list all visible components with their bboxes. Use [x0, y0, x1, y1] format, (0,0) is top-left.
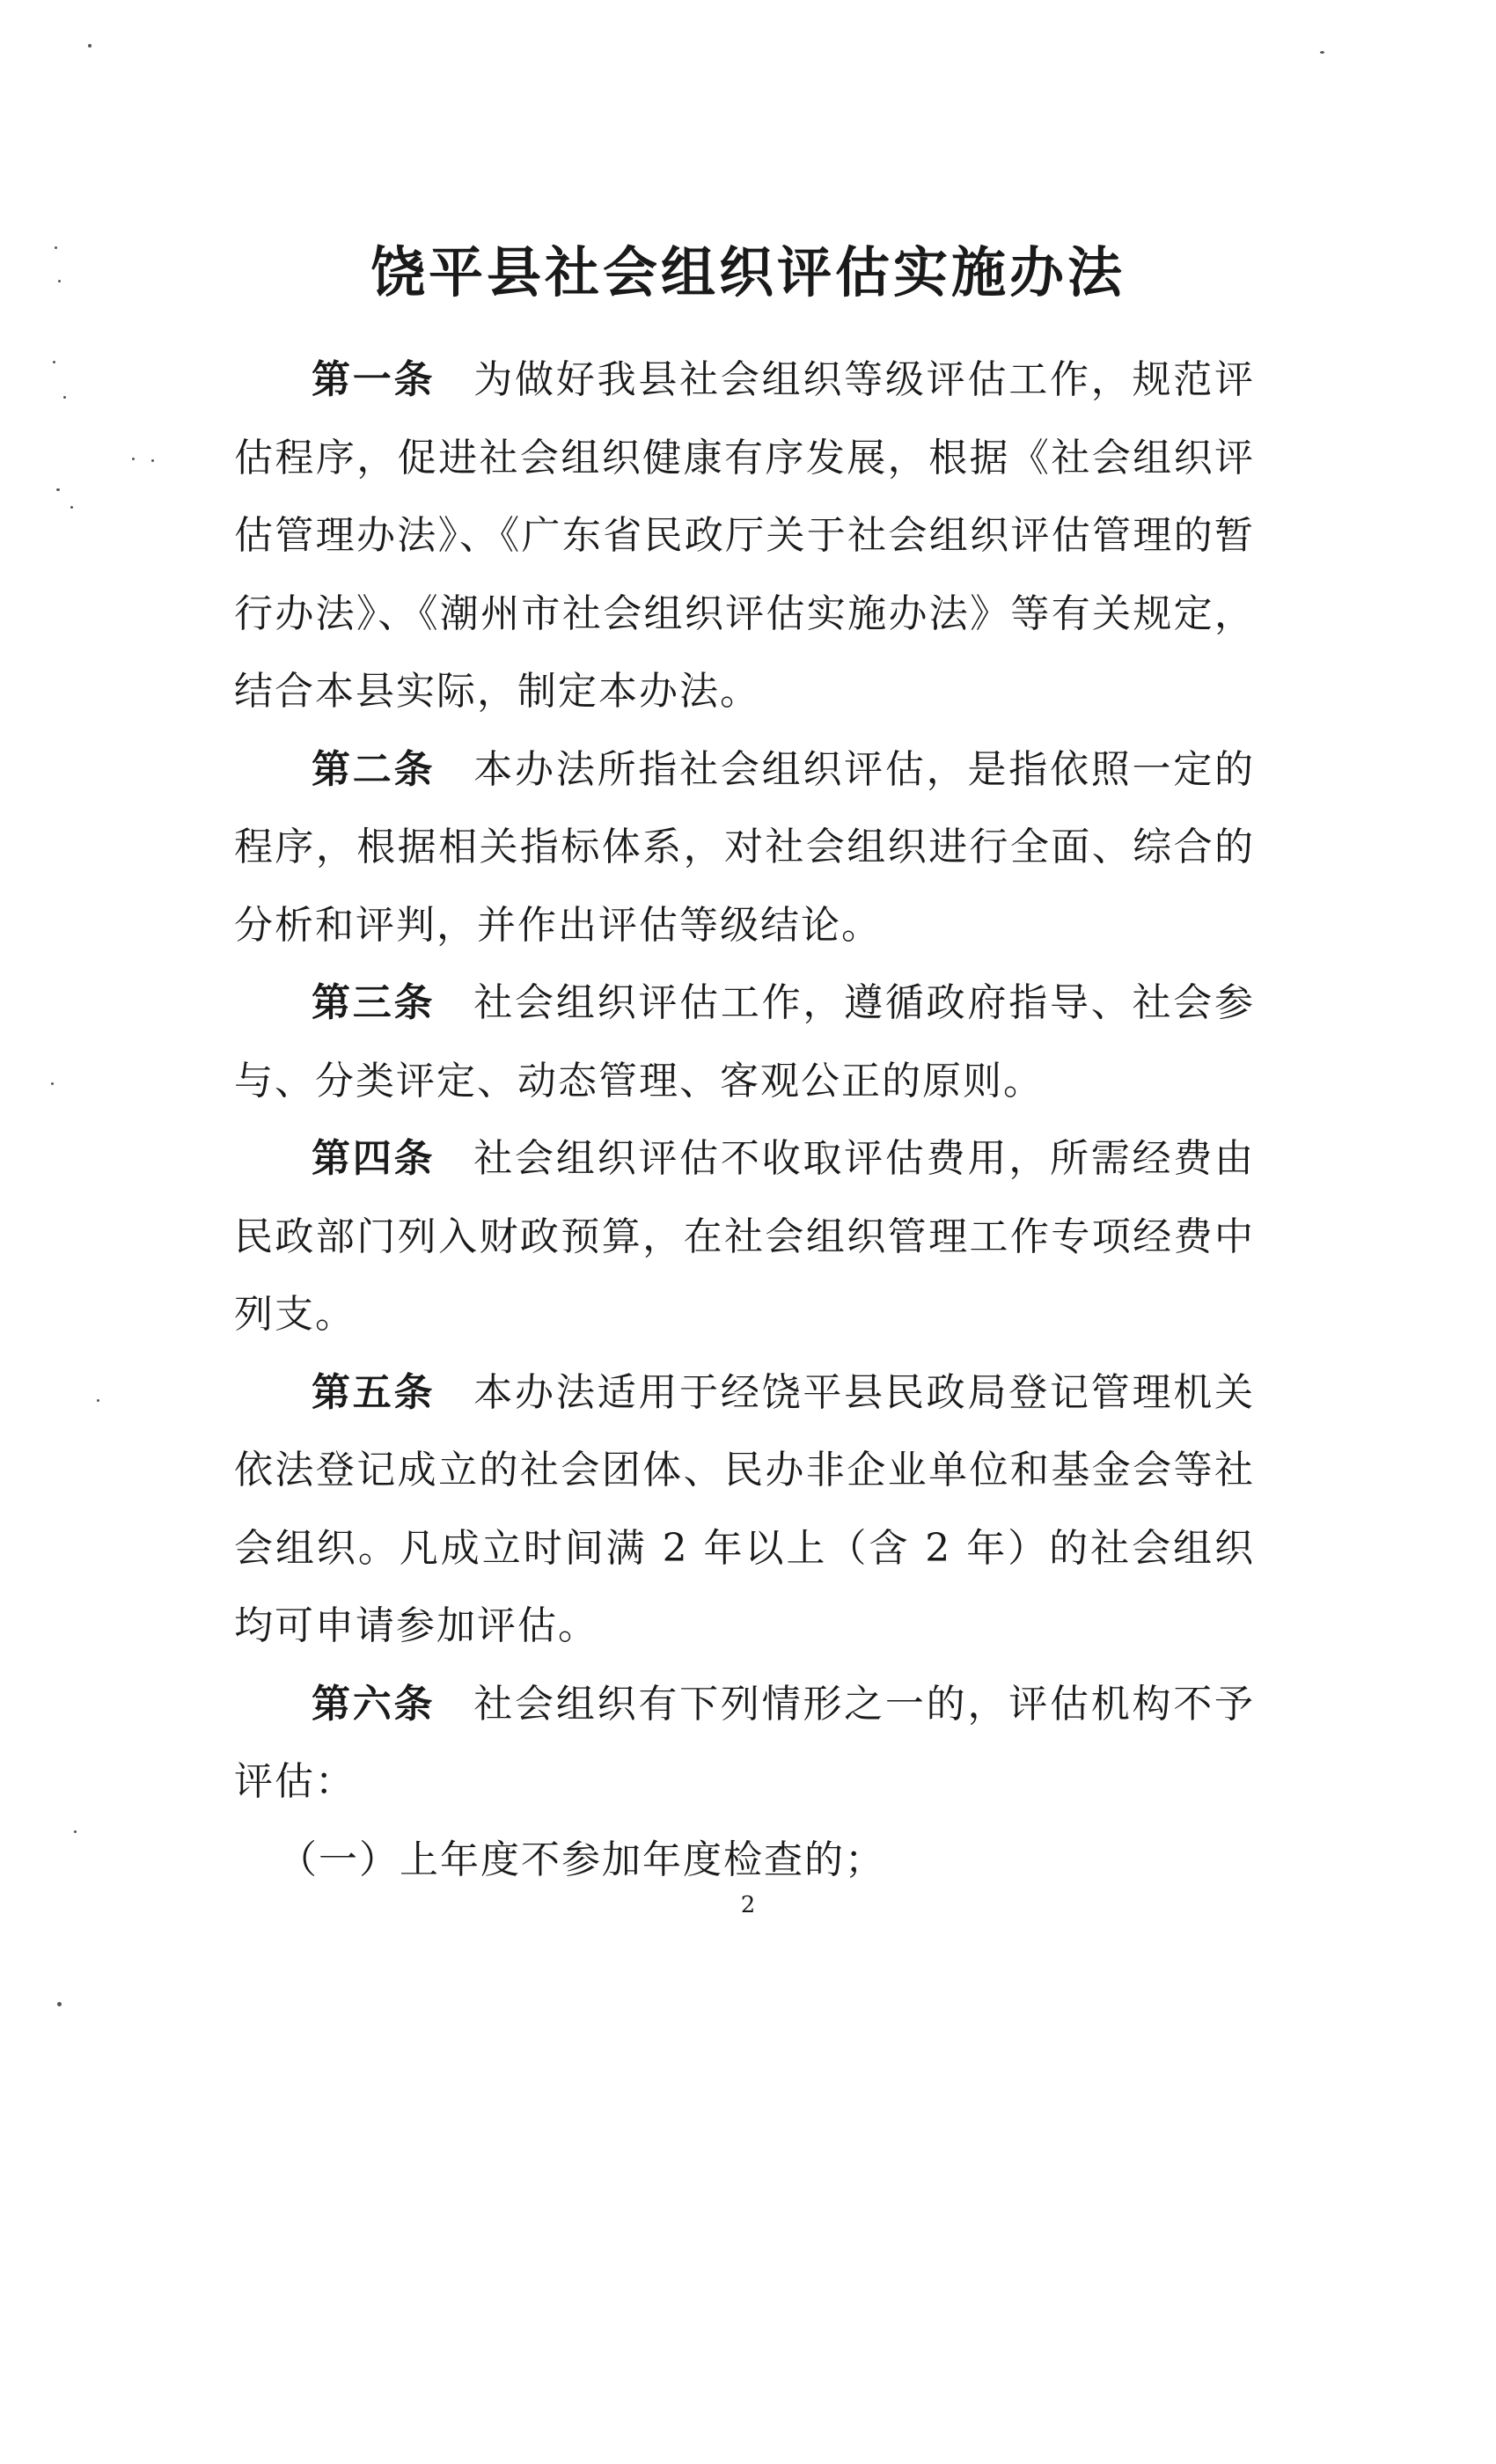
article-text: 社会组织评估不收取评估费用，所需经费由民政部门列入财政预算，在社会组织管理工作专项经费中列支。: [234, 1136, 1256, 1337]
article-text: 本办法所指社会组织评估，是指依照一定的程序，根据相关指标体系，对社会组织进行全面、综合的分析和评判，并作出评估等级结论。: [234, 746, 1256, 948]
scan-speck: [132, 458, 135, 460]
article-text: 社会组织评估工作，遵循政府指导、社会参与、分类评定、动态管理、客观公正的原则。: [234, 980, 1256, 1104]
scan-speck: [56, 488, 60, 491]
scan-speck: [97, 1399, 99, 1402]
article-text: 为做好我县社会组织等级评估工作，规范评估程序，促进社会组织健康有序发展，根据《社会组织评估管理办法》、《广东省民政厅关于社会组织评估管理的暂行办法》、《潮州市社会组织评估实施办法》等有关规定，结合本县实际，制定本办法。: [234, 357, 1256, 714]
document-body: [234, 341, 1255, 1899]
scan-speck: [51, 1082, 54, 1085]
scan-speck: [63, 396, 66, 399]
scan-speck: [70, 506, 73, 509]
article-label: 第六条: [312, 1681, 436, 1727]
article-label: 第五条: [312, 1369, 436, 1415]
scan-speck: [58, 280, 61, 282]
scan-speck: [57, 2002, 62, 2006]
list-item: （一）上年度不参加年度检查的；: [278, 1837, 885, 1882]
article-2: [234, 731, 1255, 965]
article-1: [234, 341, 1255, 731]
scan-speck: [53, 361, 55, 363]
article-text: 社会组织有下列情形之一的，评估机构不予评估：: [234, 1681, 1256, 1804]
scan-speck: [151, 459, 154, 462]
article-label: 第四条: [312, 1136, 436, 1181]
scan-speck: [55, 246, 57, 249]
article-text: 本办法适用于经饶平县民政局登记管理机关依法登记成立的社会团体、民办非企业单位和基金会等社会组织。凡成立时间满 2 年以上（含 2 年）的社会组织均可申请参加评估。: [234, 1369, 1256, 1648]
article-3: [234, 964, 1255, 1120]
article-4: [234, 1120, 1255, 1354]
article-label: 第二条: [312, 746, 436, 792]
scan-speck: [1320, 51, 1324, 54]
scan-speck: [74, 1830, 77, 1833]
scan-speck: [88, 44, 92, 48]
document-title: 饶平县社会组织评估实施办法: [370, 239, 1126, 304]
article-label: 第三条: [312, 980, 436, 1025]
article-6: [234, 1666, 1255, 1822]
article-5: [234, 1354, 1255, 1666]
article-label: 第一条: [312, 357, 436, 402]
page-number: 2: [740, 1892, 756, 1918]
